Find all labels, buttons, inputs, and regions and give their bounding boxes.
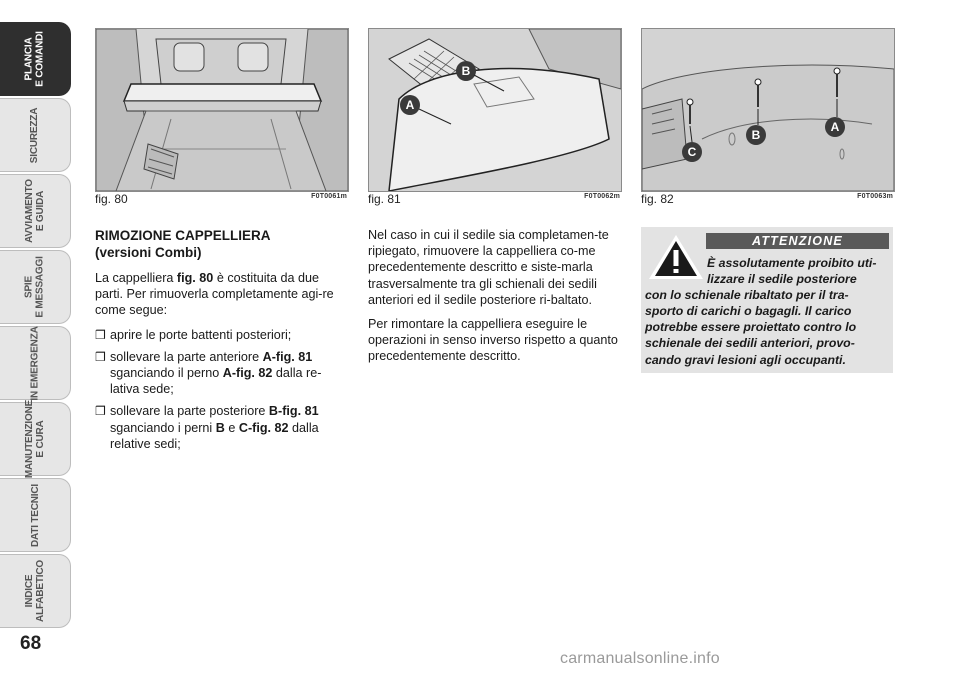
figure-reference: B bbox=[215, 420, 225, 435]
tab-sicurezza[interactable] bbox=[0, 98, 71, 172]
tab-label: SPIE E MESSAGGI bbox=[23, 256, 46, 318]
tab-label: SICUREZZA bbox=[29, 107, 41, 163]
figure-80-code: F0T0061m bbox=[311, 193, 347, 200]
tab-label: IN EMERGENZA bbox=[29, 325, 41, 401]
tab-dati-tecnici[interactable] bbox=[0, 478, 71, 552]
warning-box bbox=[641, 227, 893, 373]
figure-reference: C-fig. 82 bbox=[238, 420, 289, 435]
figure-82-code: F0T0063m bbox=[857, 193, 893, 200]
column-2 bbox=[368, 227, 620, 373]
callout-a: A bbox=[830, 120, 840, 134]
figure-reference: B-fig. 81 bbox=[268, 404, 319, 419]
heading-title: RIMOZIONE CAPPELLIERA bbox=[95, 228, 271, 243]
list-item: ❒ sollevare la parte posteriore B-fig. 81 sganciando i perni B e C-fig. 82 dalla relative sedi; bbox=[95, 404, 319, 451]
tab-label: AVVIAMENTO E GUIDA bbox=[24, 179, 46, 243]
figure-81-caption bbox=[368, 192, 620, 208]
figure-reference: A-fig. 81 bbox=[262, 349, 313, 364]
figure-82-label: fig. 82 bbox=[641, 192, 674, 206]
paragraph: Nel caso in cui il sedile sia completamen-te ripiegato, rimuovere la cappelliera co-me precedentemente descritto e siste-marla trasversalmente tra gli schienali dei sedili anteriori ed il sedile posteriore ri-baltato. bbox=[368, 228, 609, 307]
figure-81-label: fig. 81 bbox=[368, 192, 401, 206]
checkbox-icon: ❒ bbox=[95, 404, 106, 419]
tab-in-emergenza[interactable] bbox=[0, 326, 71, 400]
warning-title: ATTENZIONE bbox=[706, 233, 889, 249]
intro-paragraph: La cappelliera fig. 80 è costituita da due parti. Per rimuoverla completamente agi-re come segue: bbox=[95, 271, 334, 318]
figure-80-label: fig. 80 bbox=[95, 192, 128, 206]
figure-reference: A-fig. 82 bbox=[222, 366, 273, 381]
page-number: 68 bbox=[20, 633, 42, 654]
callout-c: C bbox=[687, 145, 697, 159]
list-item: ❒ sollevare la parte anteriore A-fig. 81 sganciando il perno A-fig. 82 dalla re-lativa sede; bbox=[95, 349, 322, 397]
figure-81-image bbox=[368, 28, 622, 192]
tab-manutenzione-e-cura[interactable] bbox=[0, 399, 71, 479]
figure-80-image bbox=[95, 28, 349, 192]
list-item: ❒ aprire le porte battenti posteriori; bbox=[95, 327, 292, 342]
tab-indice-alfabetico[interactable] bbox=[0, 554, 71, 628]
watermark: carmanualsonline.info bbox=[560, 650, 720, 667]
figure-80-caption bbox=[95, 192, 347, 208]
paragraph: Per rimontare la cappelliera eseguire le operazioni in senso inverso rispetto a quanto precedentemente descritto. bbox=[368, 317, 618, 364]
tab-label: PLANCIA E COMANDI bbox=[23, 31, 46, 87]
callout-b: B bbox=[461, 64, 471, 78]
heading-subtitle: (versioni Combi) bbox=[95, 245, 202, 260]
warning-text: È assolutamente proibito uti- lizzare il sedile posteriore con lo schienale ribaltato per il tra- sporto di carichi o bagagli. Il carico potrebbe essere proiettato contro lo schienale dei sedili anteriori, provo- cando gravi lesioni agli occupanti. bbox=[645, 256, 877, 367]
tab-label: INDICE ALFABETICO bbox=[23, 560, 46, 622]
figure-82-caption bbox=[641, 192, 893, 208]
tab-plancia-e-comandi[interactable] bbox=[0, 22, 71, 96]
checkbox-icon: ❒ bbox=[95, 327, 106, 342]
callout-b: B bbox=[751, 128, 761, 142]
section-heading bbox=[95, 227, 347, 261]
figure-81-code: F0T0062m bbox=[584, 193, 620, 200]
column-1 bbox=[95, 227, 347, 458]
callout-a: A bbox=[405, 98, 415, 112]
checkbox-icon: ❒ bbox=[95, 349, 106, 364]
tab-label: MANUTENZIONE E CURA bbox=[24, 399, 46, 479]
tab-spie-e-messaggi[interactable] bbox=[0, 250, 71, 324]
figure-reference: fig. 80 bbox=[176, 271, 214, 285]
figure-82-image bbox=[641, 28, 895, 192]
tab-label: DATI TECNICI bbox=[29, 483, 41, 547]
tab-avviamento-e-guida[interactable] bbox=[0, 174, 71, 248]
